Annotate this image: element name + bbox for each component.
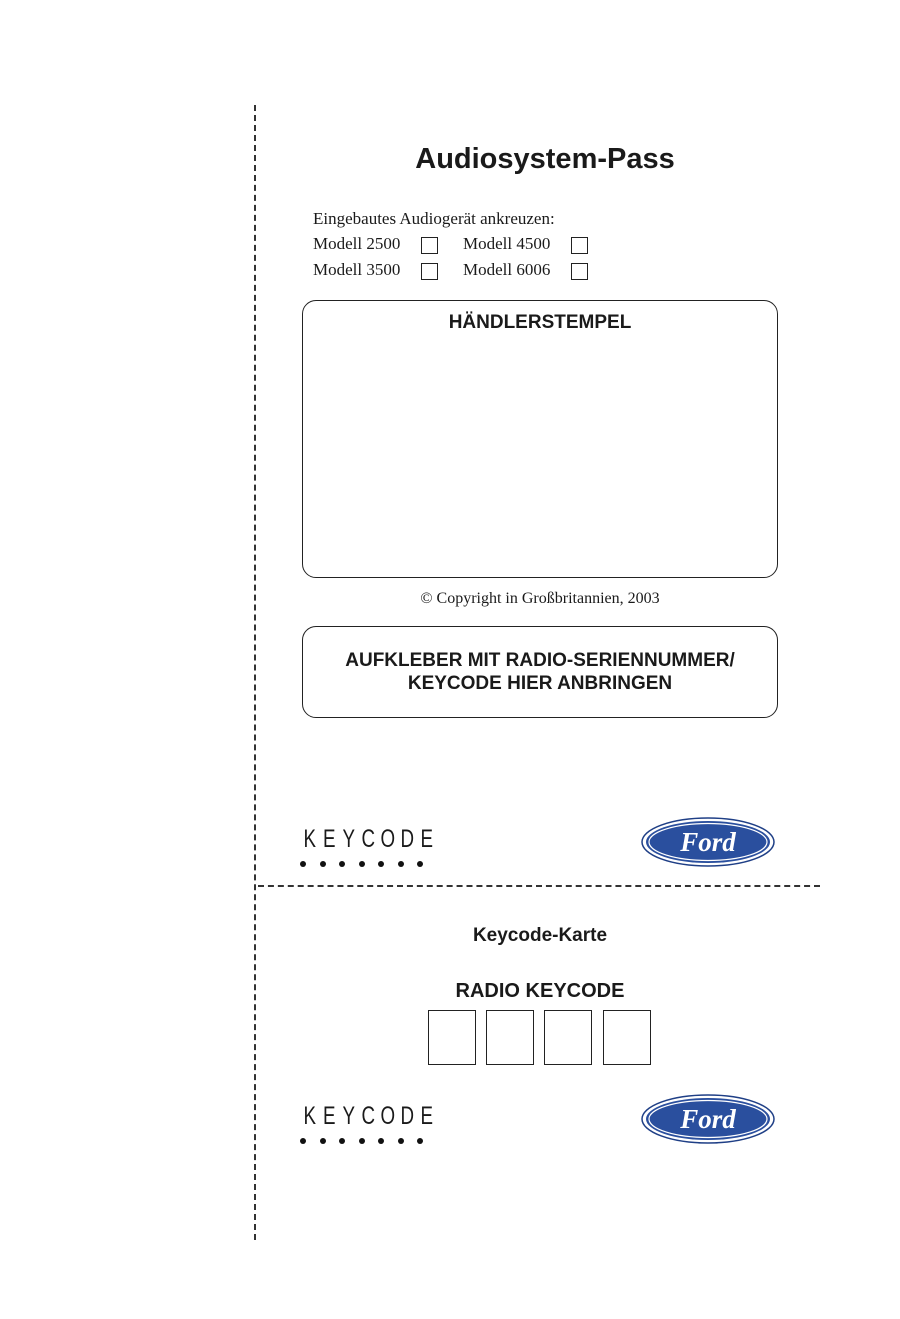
radio-keycode-title: RADIO KEYCODE <box>455 980 625 1002</box>
keycode-logo-dots-bottom <box>300 1131 482 1149</box>
svg-text:Ford: Ford <box>680 827 736 857</box>
model-intro-text: Eingebautes Audiogerät ankreuzen: <box>313 209 555 228</box>
model-4500-label: Modell 4500 <box>463 234 551 253</box>
keycode-logo-bottom <box>300 1104 482 1149</box>
page-title: Audiosystem-Pass <box>415 143 675 175</box>
serial-sticker-line-2: KEYCODE HIER ANBRINGEN <box>407 673 673 694</box>
serial-sticker-line-1: AUFKLEBER MIT RADIO-SERIENNUMMER/ <box>345 650 735 671</box>
horizontal-cut-line <box>258 885 820 887</box>
vertical-cut-line <box>254 105 256 1240</box>
svg-text:Ford: Ford <box>680 1104 736 1134</box>
keycode-logo <box>300 827 482 872</box>
model-3500-checkbox[interactable] <box>421 263 438 280</box>
model-2500-checkbox[interactable] <box>421 237 438 254</box>
keycode-logo-dots <box>300 854 482 872</box>
keycode-digit-box-4[interactable] <box>603 1010 651 1065</box>
keycode-digit-box-2[interactable] <box>486 1010 534 1065</box>
keycode-card-title: Keycode-Karte <box>472 925 608 946</box>
dealer-stamp-title: HÄNDLERSTEMPEL <box>448 312 632 333</box>
ford-logo <box>641 817 775 867</box>
dealer-stamp-box <box>302 300 778 578</box>
copyright-text: © Copyright in Großbritannien, 2003 <box>420 590 660 607</box>
keycode-logo-letters: K E Y C O D E <box>303 825 434 853</box>
ford-logo-bottom <box>641 1094 775 1144</box>
model-4500-checkbox[interactable] <box>571 237 588 254</box>
model-2500-label: Modell 2500 <box>313 234 401 253</box>
model-6006-checkbox[interactable] <box>571 263 588 280</box>
keycode-digit-box-3[interactable] <box>544 1010 592 1065</box>
serial-sticker-text <box>302 649 778 695</box>
keycode-digit-box-1[interactable] <box>428 1010 476 1065</box>
model-3500-label: Modell 3500 <box>313 260 401 279</box>
model-6006-label: Modell 6006 <box>463 260 551 279</box>
keycode-logo-letters-bottom: K E Y C O D E <box>303 1102 434 1130</box>
